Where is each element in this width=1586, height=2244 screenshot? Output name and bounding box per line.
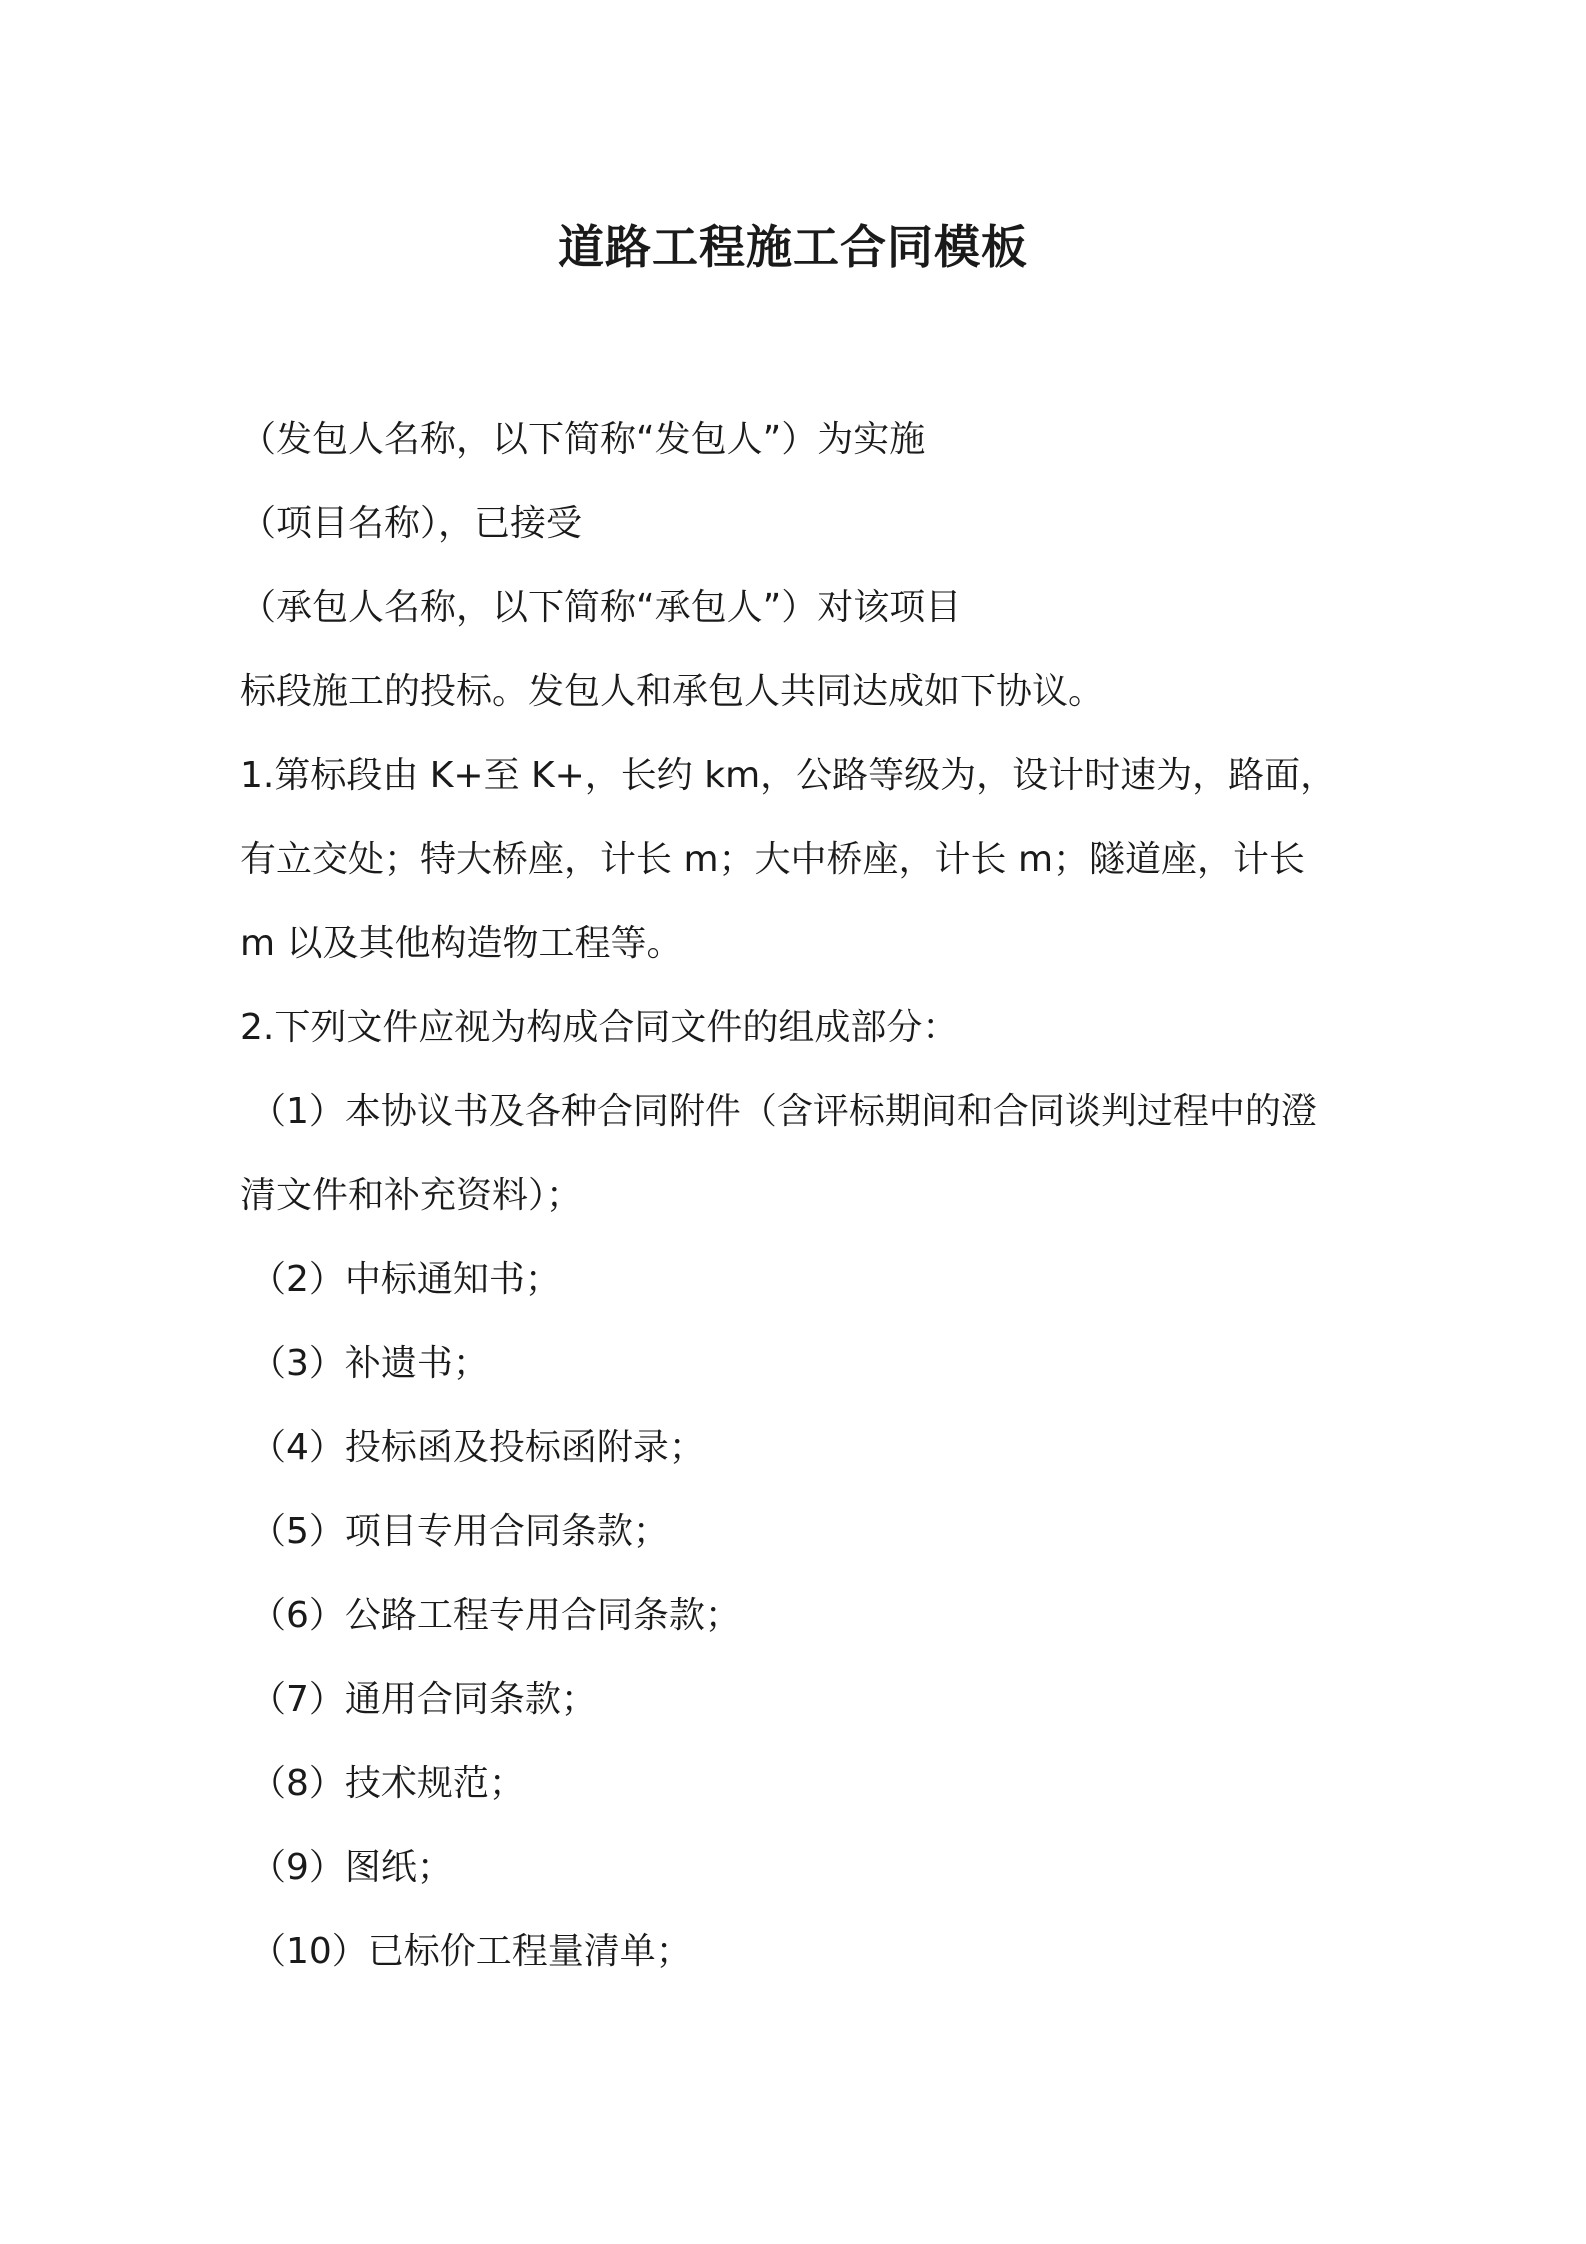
clause-1-scope-cont: 有立交处；特大桥座，计长 m；大中桥座，计长 m；隧道座，计长 bbox=[240, 839, 1306, 880]
list-item-3: （3）补遗书； bbox=[250, 1343, 489, 1384]
list-item-4: （4）投标函及投标函附录； bbox=[250, 1427, 705, 1468]
clause-agreement-statement: 标段施工的投标。发包人和承包人共同达成如下协议。 bbox=[240, 671, 1105, 712]
list-item-9: （9）图纸； bbox=[250, 1847, 453, 1888]
document-body bbox=[240, 398, 1360, 1994]
clause-1-scope-end: m 以及其他构造物工程等。 bbox=[240, 923, 683, 964]
clause-2-heading: 2.下列文件应视为构成合同文件的组成部分： bbox=[240, 1007, 959, 1048]
clause-1-scope: 1.第标段由 K+至 K+，长约 km，公路等级为，设计时速为，路面， bbox=[240, 755, 1337, 796]
list-item-1: （1）本协议书及各种合同附件（含评标期间和合同谈判过程中的澄 bbox=[250, 1091, 1317, 1132]
document-title: 道路工程施工合同模板 bbox=[558, 220, 1028, 274]
list-item-5: （5）项目专用合同条款； bbox=[250, 1511, 669, 1552]
clause-project-name: （项目名称），已接受 bbox=[240, 503, 583, 544]
list-item-7: （7）通用合同条款； bbox=[250, 1679, 597, 1720]
list-item-8: （8）技术规范； bbox=[250, 1763, 525, 1804]
list-item-2: （2）中标通知书； bbox=[250, 1259, 561, 1300]
clause-contractor-intro: （承包人名称，以下简称“承包人”）对该项目 bbox=[240, 587, 962, 628]
list-item-6: （6）公路工程专用合同条款； bbox=[250, 1595, 741, 1636]
list-item-10: （10）已标价工程量清单； bbox=[250, 1931, 692, 1972]
list-item-1-cont: 清文件和补充资料）； bbox=[240, 1175, 583, 1216]
clause-employer-intro: （发包人名称，以下简称“发包人”）为实施 bbox=[240, 419, 926, 460]
